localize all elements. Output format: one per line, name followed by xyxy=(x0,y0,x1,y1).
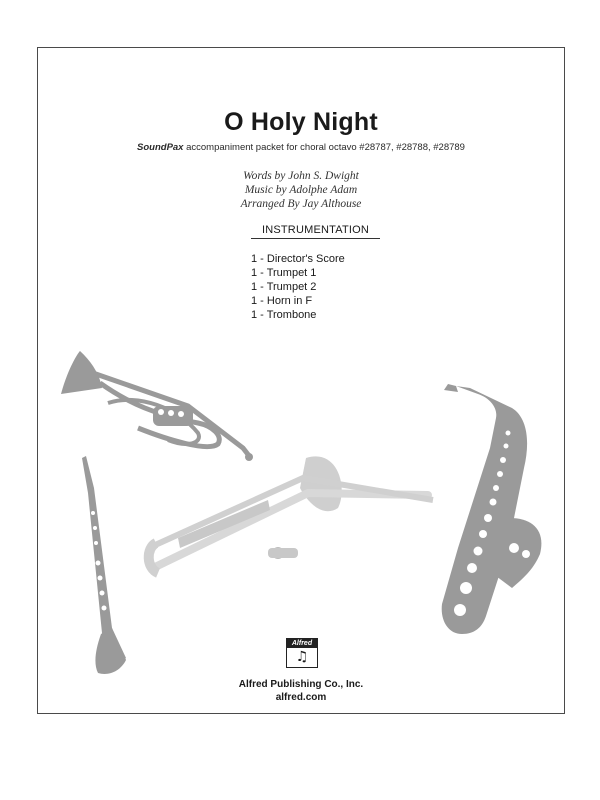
instrumentation-heading: INSTRUMENTATION xyxy=(261,224,370,236)
page-frame xyxy=(37,47,565,714)
list-item: 1 - Director's Score xyxy=(251,253,345,265)
list-item: 1 - Trombone xyxy=(251,309,317,321)
credit-words: Words by John S. Dwight xyxy=(243,170,359,182)
trombone-icon xyxy=(149,456,433,573)
credit-arranged: Arranged By Jay Althouse xyxy=(240,198,362,210)
instrument-illustrations xyxy=(38,48,566,715)
saxophone-icon xyxy=(442,384,542,634)
page-title: O Holy Night xyxy=(224,108,378,136)
publisher-url[interactable]: alfred.com xyxy=(275,692,327,703)
subtitle-brand: SoundPax xyxy=(137,142,184,153)
publisher-name: Alfred Publishing Co., Inc. xyxy=(238,679,364,690)
list-item: 1 - Trumpet 2 xyxy=(251,281,317,293)
list-item: 1 - Trumpet 1 xyxy=(251,267,317,279)
publisher-info xyxy=(38,678,564,704)
alfred-logo-icon xyxy=(286,638,318,668)
list-item: 1 - Horn in F xyxy=(251,295,313,307)
credit-music: Music by Adolphe Adam xyxy=(244,184,358,196)
logo-glyph: ♫ xyxy=(295,649,309,665)
subtitle-text: accompaniment packet for choral octavo #28787, #28788, #28789 xyxy=(183,142,465,153)
logo-brand: Alfred xyxy=(287,639,317,648)
clarinet-icon xyxy=(82,456,126,674)
trumpet-icon xyxy=(61,351,253,461)
